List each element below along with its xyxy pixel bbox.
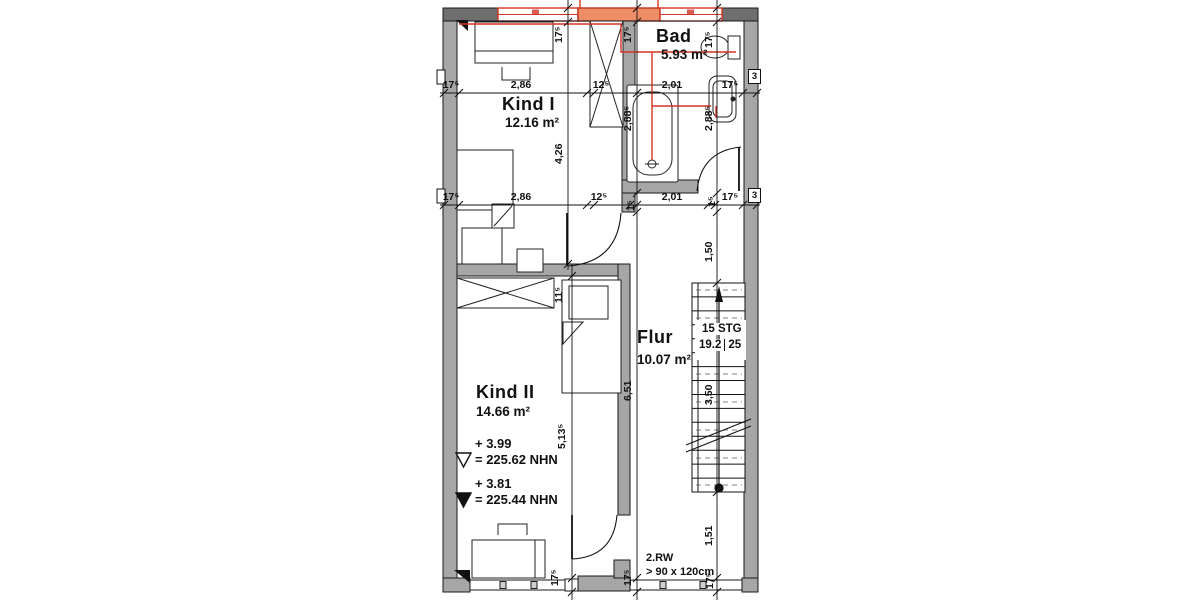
escape-route-label: 2.RW bbox=[646, 552, 674, 564]
bed-kind2-bottom bbox=[472, 540, 545, 578]
bottom-window-2 bbox=[630, 580, 742, 590]
staircase bbox=[686, 283, 751, 492]
dim-label: 17⁵ bbox=[442, 79, 460, 91]
dim-label: 17⁵ bbox=[721, 191, 739, 203]
wardrobe-cross-kind2 bbox=[457, 278, 554, 308]
dim-label: 12⁵ bbox=[590, 191, 608, 203]
dim-label: 11⁵ bbox=[553, 286, 565, 303]
table-kind1 bbox=[462, 228, 502, 264]
dim-label: 17⁵ bbox=[721, 79, 739, 91]
dim-label: 6,51 bbox=[622, 380, 634, 401]
room-label-flur: Flur bbox=[637, 327, 673, 347]
room-label-bad: Bad bbox=[656, 26, 692, 46]
bottom-wall-gap bbox=[565, 579, 578, 591]
wall-top-corner-right bbox=[722, 8, 758, 21]
bed-kind1 bbox=[475, 22, 553, 63]
level-lower-datum: = 225.44 NHN bbox=[475, 492, 558, 507]
dim-label: 2,01 bbox=[661, 79, 683, 91]
dim-label: 1,50 bbox=[703, 241, 715, 262]
door-arc-bad bbox=[697, 147, 741, 191]
room-label-kind1: Kind I bbox=[502, 94, 555, 114]
dim-label: 1⁵ bbox=[706, 196, 718, 207]
level-lower-height: + 3.81 bbox=[475, 476, 512, 491]
wall-top-corner-left bbox=[443, 8, 498, 21]
wall-marker-bottom: 3 bbox=[748, 188, 761, 203]
shaft-cross bbox=[590, 21, 623, 127]
headboard-kind2 bbox=[498, 524, 527, 535]
dim-label: 17⁵ bbox=[553, 26, 565, 43]
dim-label: 2,01 bbox=[661, 191, 683, 203]
room-area-kind1: 12.16 m² bbox=[505, 115, 560, 130]
dim-label: 4,26 bbox=[553, 143, 565, 164]
stairs-ratio-label bbox=[699, 339, 741, 351]
room-area-kind2: 14.66 m² bbox=[476, 404, 531, 419]
dim-label: 1⁵ bbox=[625, 200, 637, 211]
side-table-kind1 bbox=[517, 249, 543, 272]
dim-label: 2,88⁵ bbox=[703, 105, 715, 131]
dim-label: 17⁵ bbox=[549, 569, 561, 586]
room-area-flur: 10.07 m² bbox=[637, 352, 692, 367]
dim-label: 17⁵ bbox=[622, 26, 634, 43]
wall-marker-top: 3 bbox=[748, 69, 761, 84]
dim-label: 17⁵ bbox=[703, 31, 715, 48]
pillow-kind2 bbox=[569, 286, 608, 319]
dim-label: 2,86 bbox=[510, 191, 532, 203]
wardrobe-kind1 bbox=[457, 150, 513, 210]
wall-right bbox=[744, 19, 758, 579]
dim-label: 2,88⁵ bbox=[622, 105, 634, 131]
stairs-tread: 25 bbox=[724, 339, 741, 351]
dim-label: 17⁵ bbox=[704, 572, 716, 589]
level-triangle-open bbox=[456, 453, 471, 467]
room-area-bad: 5.93 m² bbox=[661, 47, 708, 62]
wall-left bbox=[443, 16, 457, 578]
level-upper-height: + 3.99 bbox=[475, 436, 512, 451]
level-markers bbox=[456, 453, 471, 507]
dim-label: 5,13⁵ bbox=[556, 423, 568, 449]
corner-triangle-top-left bbox=[456, 20, 468, 31]
room-label-kind2: Kind II bbox=[476, 382, 535, 402]
wall-bottom-corner-right bbox=[742, 578, 758, 592]
escape-route-size: > 90 x 120cm bbox=[646, 566, 715, 578]
dim-label: 1,51 bbox=[703, 525, 715, 546]
top-window-orange bbox=[578, 8, 660, 21]
dim-label: 2,86 bbox=[510, 79, 532, 91]
level-upper-datum: = 225.62 NHN bbox=[475, 452, 558, 467]
wall-bottom-corner-left bbox=[443, 578, 470, 592]
door-arc-kind1 bbox=[568, 213, 621, 266]
dim-label: 17⁵ bbox=[622, 569, 634, 586]
dim-label: 3,50 bbox=[703, 384, 715, 405]
stairs-count-label: 15 STG bbox=[702, 323, 742, 335]
dim-label: 12⁵ bbox=[592, 79, 610, 91]
door-arc-kind2 bbox=[572, 515, 617, 559]
stairs-riser: 19.2 bbox=[699, 339, 722, 351]
dim-label: 17⁵ bbox=[442, 191, 460, 203]
level-triangle-filled bbox=[456, 493, 471, 507]
